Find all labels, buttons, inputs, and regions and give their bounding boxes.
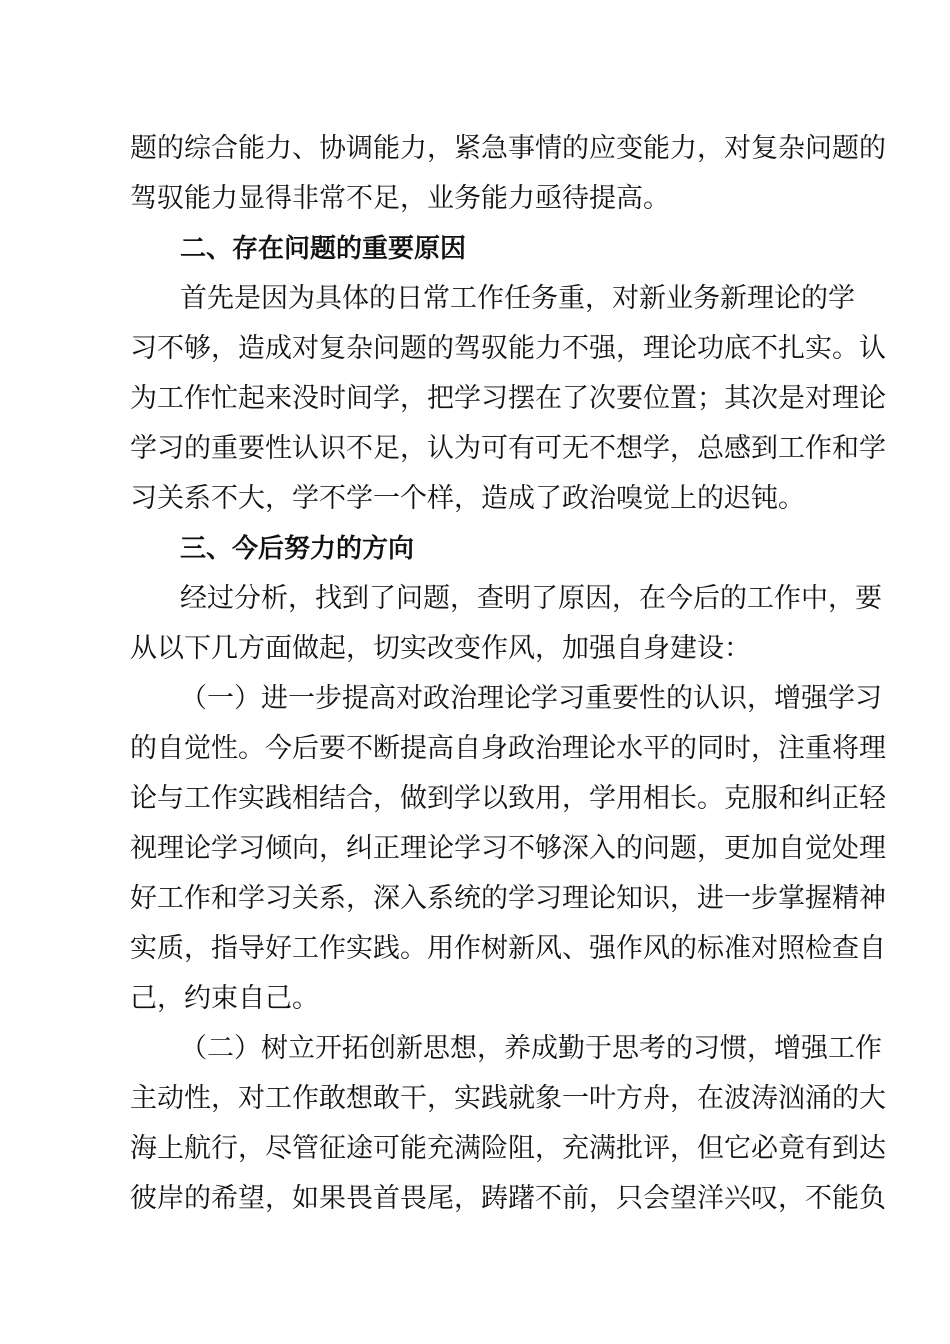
text-line: 彼岸的希望，如果畏首畏尾，踌躇不前，只会望洋兴叹，不能负: [130, 1183, 886, 1214]
text-line: 论与工作实践相结合，做到学以致用，学用相长。克服和纠正轻: [130, 783, 886, 814]
section-heading: 三、今后努力的方向: [180, 534, 415, 564]
text-line: 己，约束自己。: [130, 983, 319, 1014]
text-line: 从以下几方面做起，切实改变作风，加强自身建设：: [130, 633, 751, 664]
text-line: （二）树立开拓创新思想，养成勤于思考的习惯，增强工作: [180, 1033, 882, 1064]
text-line: 海上航行，尽管征途可能充满险阻，充满批评，但它必竟有到达: [130, 1133, 886, 1164]
text-line: 主动性，对工作敢想敢干，实践就象一叶方舟，在波涛汹涌的大: [130, 1083, 886, 1114]
text-line: 好工作和学习关系，深入系统的学习理论知识，进一步掌握精神: [130, 883, 886, 914]
text-line: 经过分析，找到了问题，查明了原因，在今后的工作中，要: [180, 583, 882, 614]
text-line: 驾驭能力显得非常不足，业务能力亟待提高。: [130, 183, 670, 214]
text-line: 实质，指导好工作实践。用作树新风、强作风的标准对照检查自: [130, 933, 886, 964]
text-line: 习关系不大，学不学一个样，造成了政治嗅觉上的迟钝。: [130, 483, 805, 514]
text-line: （一）进一步提高对政治理论学习重要性的认识，增强学习: [180, 683, 882, 714]
text-line: 为工作忙起来没时间学，把学习摆在了次要位置；其次是对理论: [130, 383, 886, 414]
text-line: 学习的重要性认识不足，认为可有可无不想学，总感到工作和学: [130, 433, 886, 464]
section-heading: 二、存在问题的重要原因: [180, 234, 467, 264]
text-line: 习不够，造成对复杂问题的驾驭能力不强，理论功底不扎实。认: [130, 333, 886, 364]
text-line: 首先是因为具体的日常工作任务重，对新业务新理论的学: [180, 283, 855, 314]
text-line: 题的综合能力、协调能力，紧急事情的应变能力，对复杂问题的: [130, 133, 886, 164]
text-line: 的自觉性。今后要不断提高自身政治理论水平的同时，注重将理: [130, 733, 886, 764]
text-line: 视理论学习倾向，纠正理论学习不够深入的问题，更加自觉处理: [130, 833, 886, 864]
